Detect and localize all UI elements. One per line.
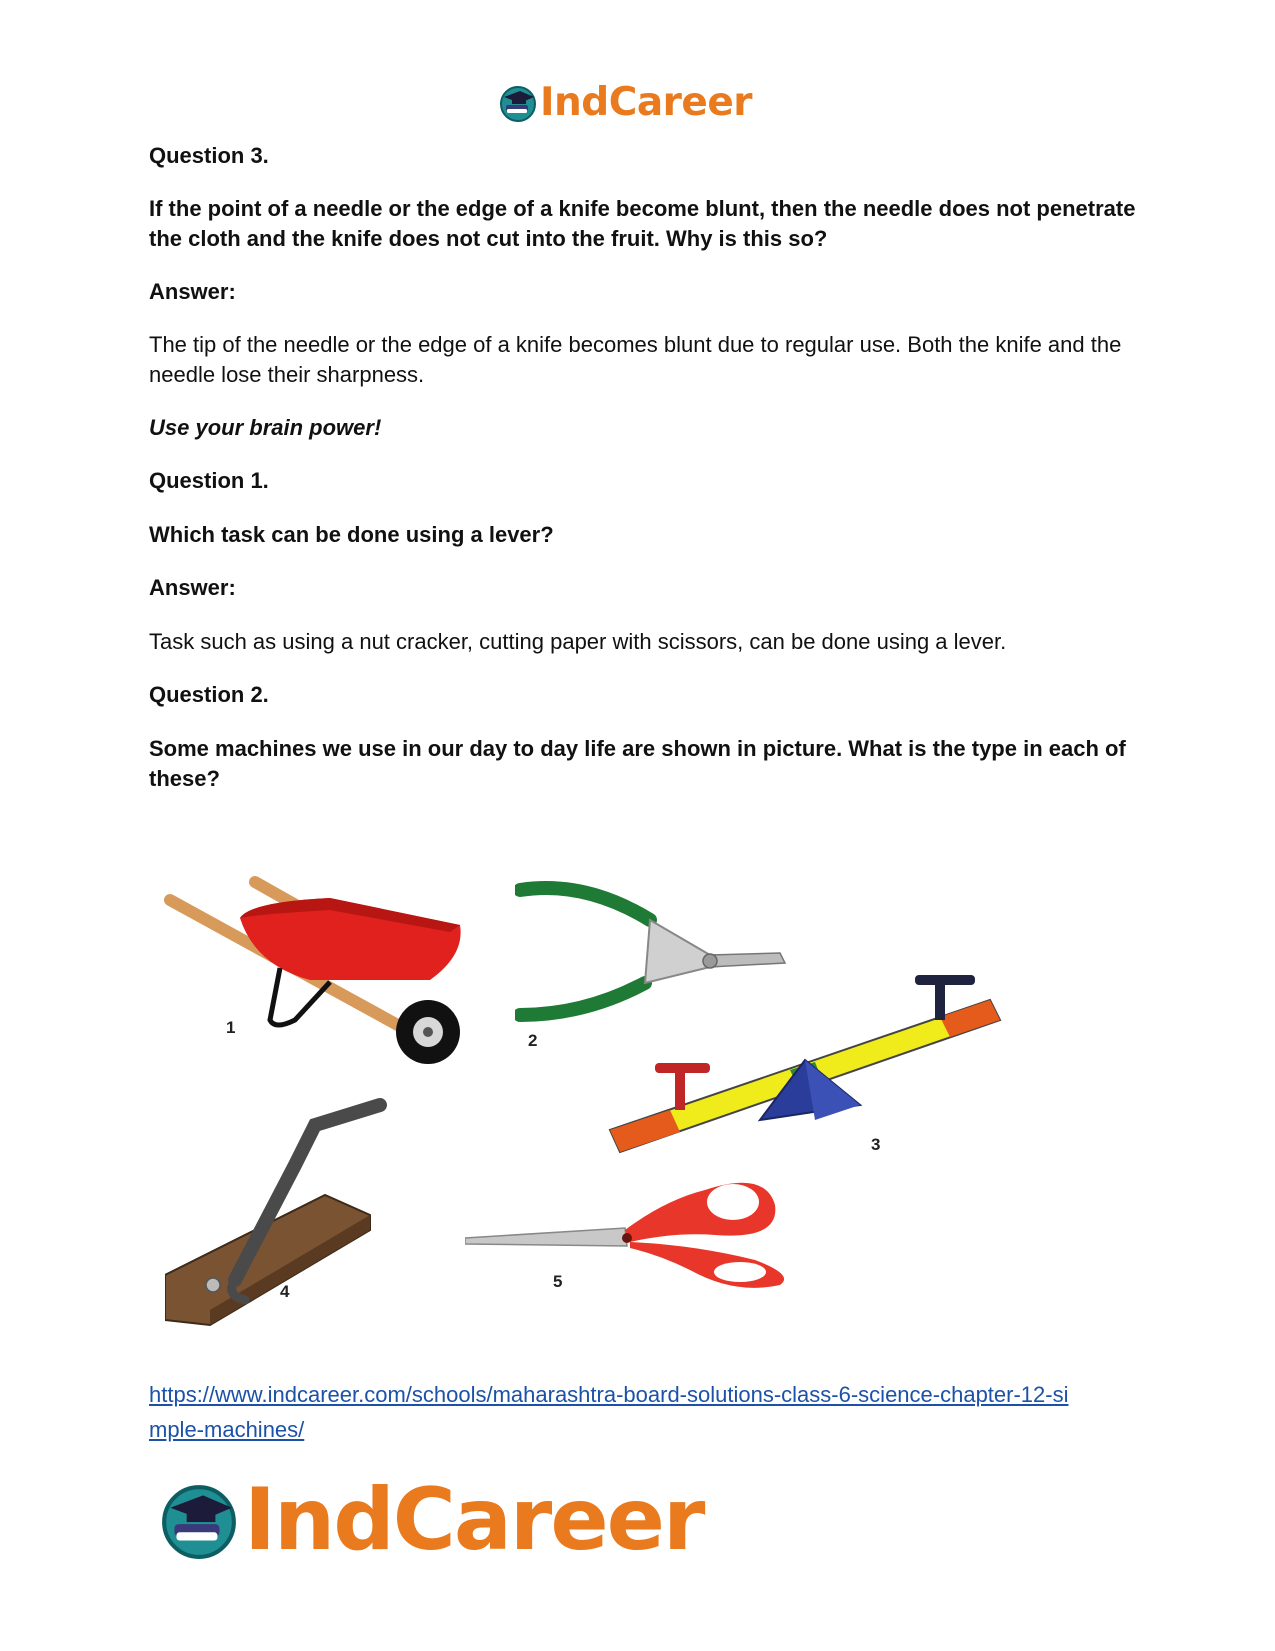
figure-label-3: 3 xyxy=(871,1135,881,1154)
logo-wordmark: IndCareer xyxy=(540,80,752,125)
question-2-title: Question 2. xyxy=(149,682,269,707)
question-1-text: Which task can be done using a lever? xyxy=(149,522,554,547)
question-1-title: Question 1. xyxy=(149,468,269,493)
question-1-answer: Task such as using a nut cracker, cutting paper with scissors, can be done using a lever. xyxy=(149,629,1007,654)
question-3-title: Question 3. xyxy=(149,143,269,168)
source-link-line-1[interactable]: https://www.indcareer.com/schools/maharashtra-board-solutions-class-6-science-chapter-12-si xyxy=(149,1382,1069,1407)
indcareer-logo-bottom[interactable] xyxy=(158,1470,703,1570)
logo-wordmark: IndCareer xyxy=(244,1470,704,1570)
figure-label-5: 5 xyxy=(553,1272,563,1291)
figure-label-2: 2 xyxy=(528,1031,538,1050)
question-1-answer-label: Answer: xyxy=(149,575,236,600)
section-heading: Use your brain power! xyxy=(149,415,382,440)
seesaw-icon xyxy=(600,930,1020,1160)
graduation-globe-icon xyxy=(158,1479,240,1561)
question-2-text: Some machines we use in our day to day life are shown in picture. What is the type in each of these? xyxy=(149,736,1126,791)
wheelbarrow-icon xyxy=(160,870,490,1085)
question-3-answer: The tip of the needle or the edge of a knife becomes blunt due to regular use. Both the knife and the needle lose their sharpness. xyxy=(149,332,1122,387)
source-link-line-2[interactable]: mple-machines/ xyxy=(149,1417,305,1442)
indcareer-logo-top[interactable] xyxy=(498,80,752,125)
question-3-answer-label: Answer: xyxy=(149,279,236,304)
scissors-icon xyxy=(465,1160,805,1295)
source-link[interactable] xyxy=(149,1377,1149,1447)
figure-label-4: 4 xyxy=(280,1282,290,1301)
machines-figure xyxy=(160,870,1040,1340)
question-3-text: If the point of a needle or the edge of a knife become blunt, then the needle does not penetrate the cloth and the knife does not cut into the fruit. Why is this so? xyxy=(149,196,1136,251)
graduation-globe-icon xyxy=(498,83,538,123)
figure-label-1: 1 xyxy=(226,1018,236,1037)
